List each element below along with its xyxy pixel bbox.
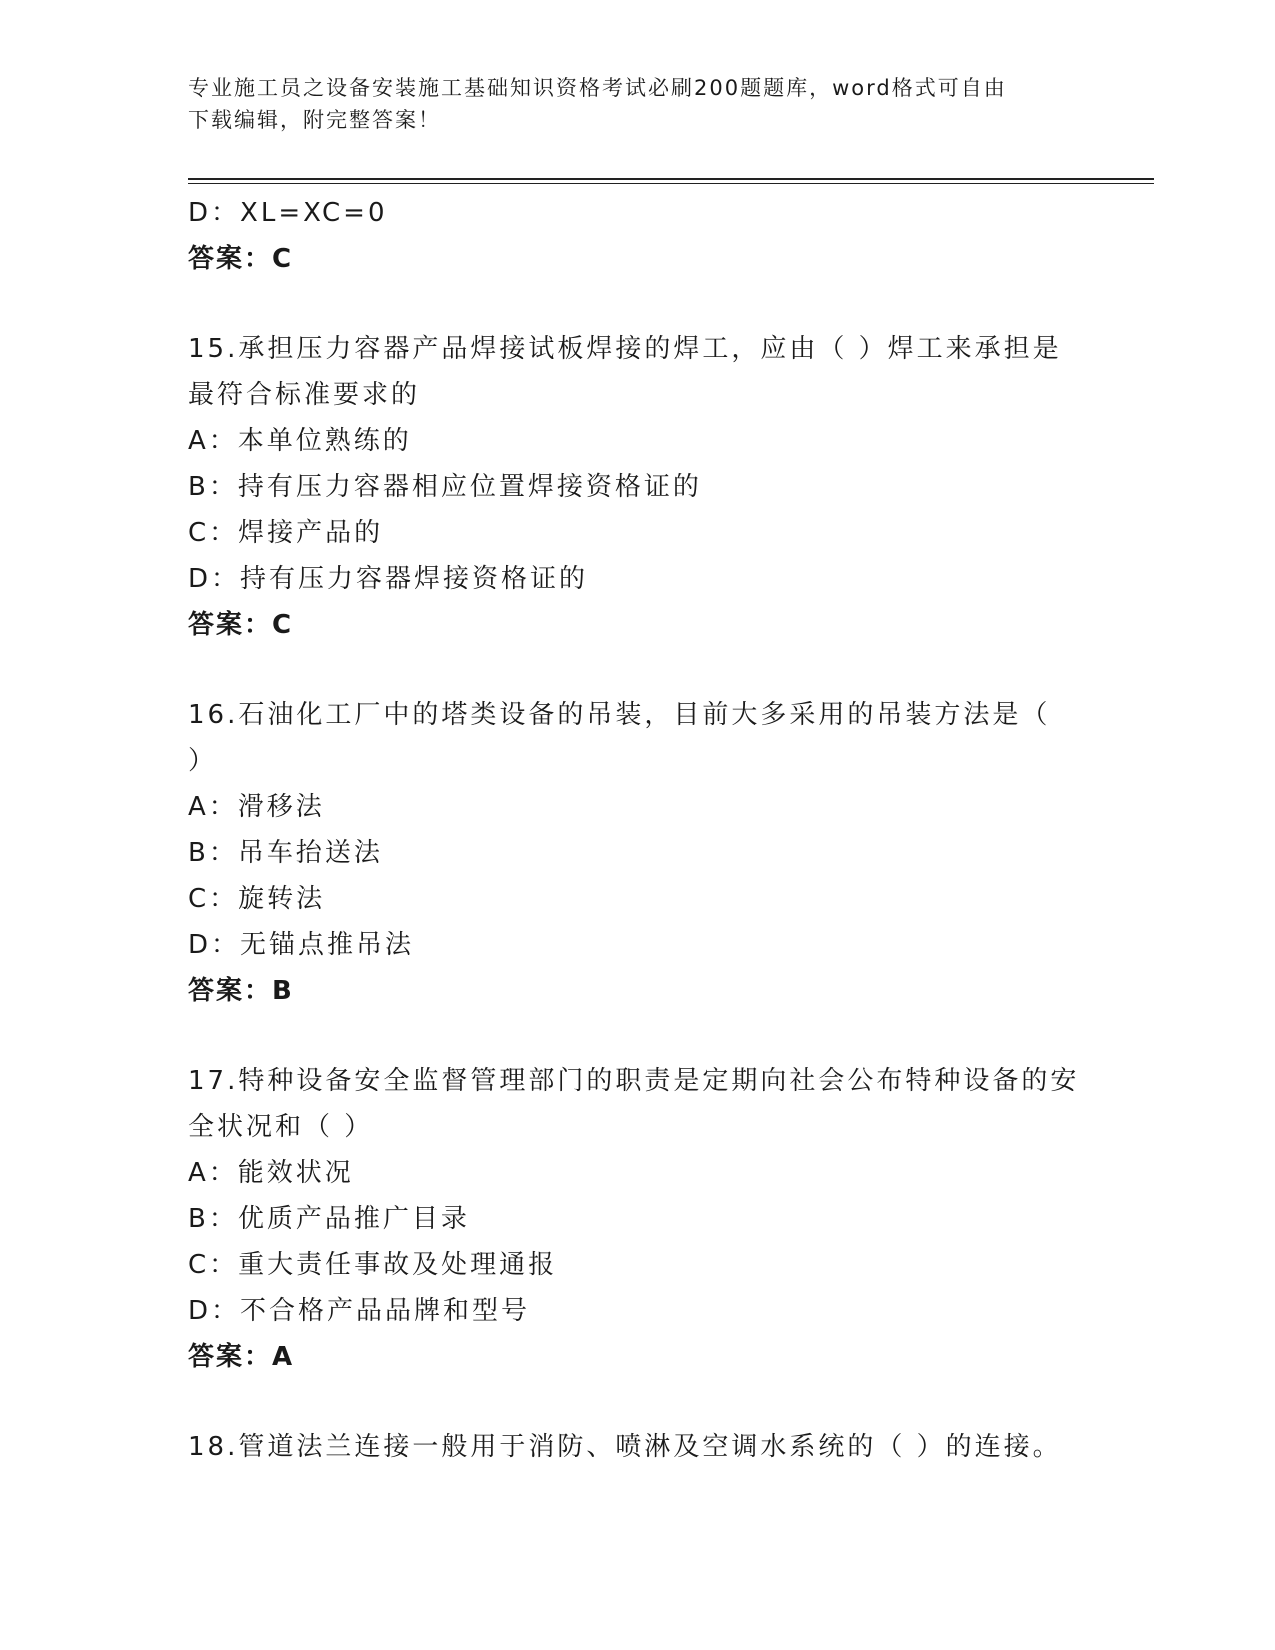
- prev-answer: 答案：C: [188, 244, 294, 274]
- question-stem: 15.承担压力容器产品焊接试板焊接的焊工，应由（ ）焊工来承担是: [188, 334, 1062, 364]
- option-b: B：持有压力容器相应位置焊接资格证的: [188, 472, 702, 502]
- question-stem: 17.特种设备安全监督管理部门的职责是定期向社会公布特种设备的安: [188, 1066, 1080, 1096]
- question-stem: 16.石油化工厂中的塔类设备的吊装，目前大多采用的吊装方法是（: [188, 700, 1051, 730]
- question-18: [188, 1424, 1088, 1470]
- header-line-2: 下载编辑，附完整答案！: [188, 108, 441, 132]
- option-a: A：滑移法: [188, 792, 325, 822]
- question-stem-cont: 最符合标准要求的: [188, 380, 421, 410]
- header-divider-thin: [188, 183, 1154, 184]
- answer: 答案：B: [188, 976, 294, 1006]
- header-line-1: 专业施工员之设备安装施工基础知识资格考试必刷200题题库，word格式可自由: [188, 76, 1007, 100]
- option-a: A：本单位熟练的: [188, 426, 412, 456]
- option-c: C：旋转法: [188, 884, 326, 914]
- question-stem-cont: 全状况和（ ）: [188, 1112, 374, 1142]
- option-c: C：重大责任事故及处理通报: [188, 1250, 558, 1280]
- question-16: [188, 692, 1088, 1014]
- option-d: D：无锚点推吊法: [188, 930, 415, 960]
- header-divider-thick: [188, 178, 1154, 180]
- question-stem-cont: ）: [188, 746, 218, 776]
- option-c: C：焊接产品的: [188, 518, 384, 548]
- option-b: B：优质产品推广目录: [188, 1204, 470, 1234]
- option-a: A：能效状况: [188, 1158, 354, 1188]
- prev-option-d: D：XL=XC=0: [188, 198, 388, 228]
- option-b: B：吊车抬送法: [188, 838, 383, 868]
- document-header: [188, 72, 1088, 136]
- answer: 答案：C: [188, 610, 294, 640]
- answer: 答案：A: [188, 1342, 295, 1372]
- question-stem: 18.管道法兰连接一般用于消防、喷淋及空调水系统的（ ）的连接。: [188, 1432, 1062, 1462]
- option-d: D：不合格产品品牌和型号: [188, 1296, 531, 1326]
- option-d: D：持有压力容器焊接资格证的: [188, 564, 589, 594]
- question-15: [188, 326, 1088, 648]
- question-list: [188, 190, 1088, 1470]
- question-17: [188, 1058, 1088, 1380]
